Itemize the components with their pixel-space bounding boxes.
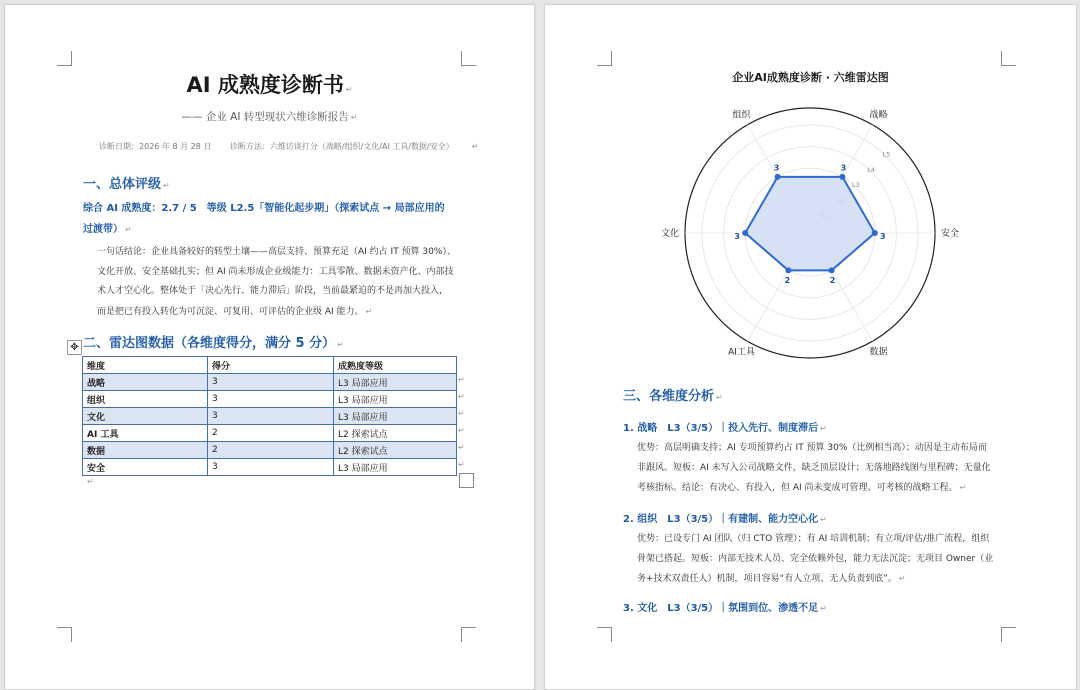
score-cell[interactable]: 3 xyxy=(208,391,334,408)
radar-data-point xyxy=(742,230,748,236)
level-cell[interactable]: L2 探索试点 xyxy=(334,442,457,459)
overall-rating-summary[interactable] xyxy=(83,198,463,240)
table-row[interactable] xyxy=(83,442,457,459)
strategy-paragraph[interactable] xyxy=(637,439,1017,499)
score-table[interactable] xyxy=(82,356,457,476)
section-heading-overall[interactable]: 一、总体评级 ↵ xyxy=(83,177,170,192)
radar-axis-label: AI工具 xyxy=(728,347,755,358)
score-cell[interactable]: 3 xyxy=(208,459,334,476)
subsection-heading-culture[interactable]: 3. 文化 L3（3/5）｜氛围到位、渗透不足 ↵ xyxy=(623,603,827,614)
paragraph-line: 骨架已搭起。短板：内部无技术人员、完全依赖外包，能力无法沉淀；无项目 Owner（业 xyxy=(637,553,994,564)
level-cell[interactable]: L3 局部应用 xyxy=(334,374,457,391)
radar-axis-label: 文化 xyxy=(660,229,679,239)
paragraph-line: 优势：已设专门 AI 团队（归 CTO 管理）；有 AI 培训机制；有立项/评估/推广流程，组织 xyxy=(637,534,990,544)
paragraph-line: 而是把已有投入转化为可沉淀、可复用、可评估的企业级 AI 能力。 ↵ xyxy=(97,306,373,317)
paragraph-line: 非跟风。短板：AI 未写入公司战略文件，缺乏顶层设计；无落地路线图与里程碑；无量化 xyxy=(637,462,991,473)
column-header: 得分 xyxy=(208,357,334,374)
dimension-cell[interactable]: 战略 xyxy=(83,374,208,391)
level-cell[interactable]: L3 局部应用 xyxy=(334,391,457,408)
document-page-2 xyxy=(544,4,1077,690)
radar-value-label: 3 xyxy=(840,163,847,173)
dimension-cell[interactable]: 文化 xyxy=(83,408,208,425)
row-end-mark: ↵ xyxy=(458,392,465,401)
table-resize-handle[interactable] xyxy=(459,473,474,488)
table-row[interactable] xyxy=(83,374,457,391)
crop-mark xyxy=(597,51,612,66)
paragraph-mark: ↵ xyxy=(87,477,94,486)
level-cell[interactable]: L2 探索试点 xyxy=(334,425,457,442)
chart-title: 企业AI成熟度诊断 · 六维雷达图 xyxy=(732,71,889,84)
document-page-1 xyxy=(4,4,535,690)
dimension-cell[interactable]: 数据 xyxy=(83,442,208,459)
row-end-mark: ↵ xyxy=(458,426,465,435)
paragraph-line: 术人才空心化。整体处于「决心先行、能力滞后」阶段，当前最紧迫的不是再加大投入， xyxy=(97,286,449,296)
table-header-row xyxy=(83,357,457,374)
radar-axis-label: 战略 xyxy=(869,110,888,121)
radar-value-label: 3 xyxy=(773,163,780,173)
crop-mark xyxy=(461,627,476,642)
column-header: 维度 xyxy=(83,357,208,374)
subsection-heading-organization[interactable]: 2. 组织 L3（3/5）｜有建制、能力空心化 ↵ xyxy=(623,514,827,525)
ring-label: L5 xyxy=(882,150,891,159)
table-move-handle-icon[interactable]: ✥ xyxy=(67,340,82,355)
radar-axis-label: 安全 xyxy=(941,229,960,239)
section-heading-radar-data[interactable]: 二、雷达图数据（各维度得分，满分 5 分） ↵ xyxy=(83,336,344,351)
radar-axis-label: 组织 xyxy=(732,110,751,121)
diagnosis-meta[interactable]: 诊断日期：2026 年 8 月 28 日 诊断方法：六维访谈打分（战略/组织/文化/AI 工具/数据/安全） ↵ xyxy=(99,142,479,151)
document-subtitle[interactable]: —— 企业 AI 转型现状六维诊断报告 ↵ xyxy=(181,111,358,123)
table-row[interactable] xyxy=(83,408,457,425)
organization-paragraph[interactable] xyxy=(637,530,1017,590)
document-title[interactable]: AI 成熟度诊断书 ↵ xyxy=(186,73,353,97)
paragraph-line: 务+技术双责任人）机制，项目容易“有人立项、无人负责到底”。 ↵ xyxy=(637,574,906,584)
summary-line: 过渡带） ↵ xyxy=(83,224,132,235)
table-row[interactable] xyxy=(83,391,457,408)
score-cell[interactable]: 2 xyxy=(208,442,334,459)
radar-data-point xyxy=(872,230,878,236)
paragraph-line: 优势：高层明确支持；AI 专项预算约占 IT 预算 30%（比例相当高）；动因是主动布局而 xyxy=(637,443,987,453)
section-heading-analysis[interactable]: 三、各维度分析 ↵ xyxy=(623,389,723,404)
crop-mark xyxy=(461,51,476,66)
ring-label: L3 xyxy=(851,181,860,190)
diagnosis-date: 诊断日期：2026 年 8 月 28 日 xyxy=(99,142,212,151)
radar-data-area xyxy=(745,177,875,271)
row-end-mark: ↵ xyxy=(458,443,465,452)
column-header: 成熟度等级 xyxy=(334,357,457,374)
ring-label: L4 xyxy=(867,165,875,174)
radar-chart[interactable] xyxy=(660,91,960,371)
radar-data-point xyxy=(839,174,845,180)
paragraph-line: 文化开放、安全基础扎实；但 AI 尚未形成企业级能力：工具零散、数据未资产化、内部技 xyxy=(97,266,454,277)
score-cell[interactable]: 3 xyxy=(208,374,334,391)
radar-value-label: 3 xyxy=(880,232,886,241)
table-row[interactable] xyxy=(83,425,457,442)
paragraph-line: 考核指标。结论：有决心、有投入，但 AI 尚未变成可管理、可考核的战略工程。 ↵ xyxy=(637,483,967,493)
crop-mark xyxy=(1001,627,1016,642)
crop-mark xyxy=(1001,51,1016,66)
diagnosis-method: 诊断方法：六维访谈打分（战略/组织/文化/AI 工具/数据/安全） xyxy=(229,142,454,151)
summary-line: 综合 AI 成熟度：2.7 / 5 等级 L2.5「智能化起步期」（探索试点 → 局部应用的 xyxy=(83,203,445,214)
subsection-heading-strategy[interactable]: 1. 战略 L3（3/5）｜投入先行、制度滞后 ↵ xyxy=(623,423,827,434)
dimension-cell[interactable]: 安全 xyxy=(83,459,208,476)
table-row[interactable] xyxy=(83,459,457,476)
radar-value-label: 2 xyxy=(829,275,836,285)
score-cell[interactable]: 3 xyxy=(208,408,334,425)
row-end-mark: ↵ xyxy=(458,460,465,469)
crop-mark xyxy=(597,627,612,642)
score-cell[interactable]: 2 xyxy=(208,425,334,442)
radar-data-point xyxy=(829,267,835,273)
crop-mark xyxy=(57,627,72,642)
radar-value-label: 3 xyxy=(734,232,740,241)
level-cell[interactable]: L3 局部应用 xyxy=(334,459,457,476)
dimension-cell[interactable]: AI 工具 xyxy=(83,425,208,442)
radar-value-label: 2 xyxy=(784,275,791,285)
radar-axis-label: 数据 xyxy=(869,347,888,358)
paragraph-line: 一句话结论：企业具备较好的转型土壤——高层支持、预算充足（AI 约占 IT 预算 30%）、 xyxy=(97,247,456,257)
dimension-cell[interactable]: 组织 xyxy=(83,391,208,408)
crop-mark xyxy=(57,51,72,66)
row-end-mark: ↵ xyxy=(458,375,465,384)
radar-data-point xyxy=(775,174,781,180)
level-cell[interactable]: L3 局部应用 xyxy=(334,408,457,425)
radar-data-point xyxy=(785,267,791,273)
row-end-mark: ↵ xyxy=(458,409,465,418)
conclusion-paragraph[interactable] xyxy=(97,243,477,322)
